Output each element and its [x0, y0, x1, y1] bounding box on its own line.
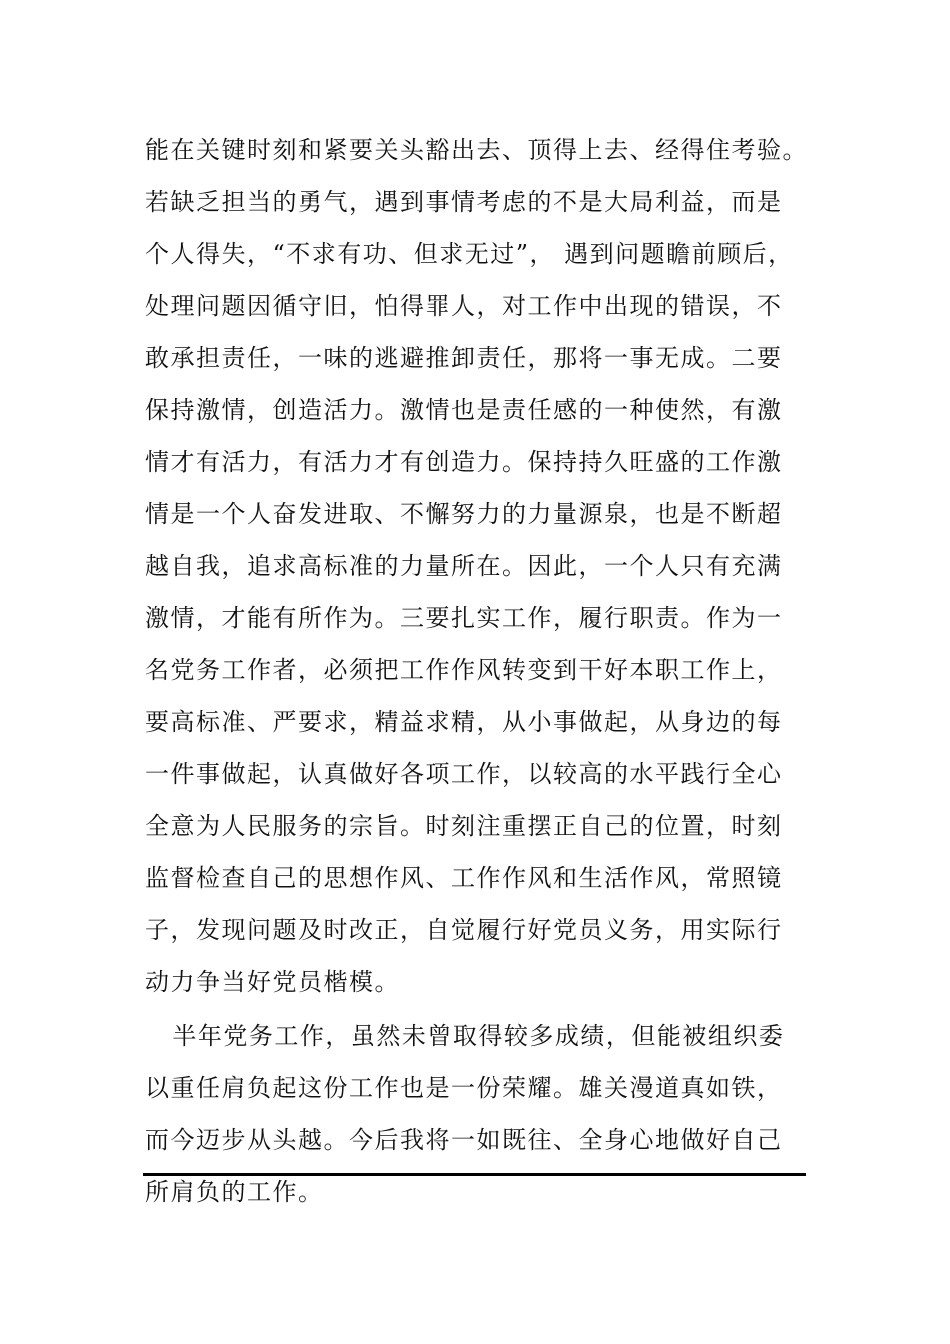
- text-line: 全意为人民服务的宗旨。时刻注重摆正自己的位置，时刻: [145, 812, 783, 840]
- text-line: 越自我，追求高标准的力量所在。因此，一个人只有充满: [145, 552, 783, 580]
- text-line: 半年党务工作，虽然未曾取得较多成绩，但能被组织委: [145, 1022, 785, 1050]
- text-line: 要高标准、严要求，精益求精，从小事做起，从身边的每: [145, 708, 783, 736]
- text-line: 名党务工作者，必须把工作作风转变到干好本职工作上，: [145, 656, 783, 684]
- text-line: 以重任肩负起这份工作也是一份荣耀。雄关漫道真如铁，: [145, 1074, 783, 1102]
- text-line: 激情，才能有所作为。三要扎实工作，履行职责。作为一: [145, 604, 783, 632]
- text-line: 动力争当好党员楷模。: [145, 968, 400, 996]
- text-line: 一件事做起，认真做好各项工作，以较高的水平践行全心: [145, 760, 783, 788]
- text-line: 能在关键时刻和紧要关头豁出去、顶得上去、经得住考验。: [145, 136, 808, 164]
- text-line: 监督检查自己的思想作风、工作作风和生活作风，常照镜: [145, 864, 783, 892]
- paragraph-1: [145, 124, 825, 1008]
- paragraph-2: [145, 1010, 825, 1218]
- horizontal-rule: [143, 1173, 806, 1176]
- text-line: 情才有活力，有活力才有创造力。保持持久旺盛的工作激: [145, 448, 783, 476]
- text-line: 个人得失，“不求有功、但求无过”， 遇到问题瞻前顾后，: [145, 240, 794, 268]
- text-line: 保持激情，创造活力。激情也是责任感的一种使然，有激: [145, 396, 783, 424]
- document-body: [145, 124, 825, 1218]
- text-line: 子，发现问题及时改正，自觉履行好党员义务，用实际行: [145, 916, 783, 944]
- text-line: 敢承担责任，一味的逃避推卸责任，那将一事无成。二要: [145, 344, 783, 372]
- text-line: 若缺乏担当的勇气，遇到事情考虑的不是大局利益，而是: [145, 188, 783, 216]
- text-line: 处理问题因循守旧，怕得罪人，对工作中出现的错误，不: [145, 292, 783, 320]
- text-line: 所肩负的工作。: [145, 1178, 324, 1206]
- text-line: 而今迈步从头越。今后我将一如既往、全身心地做好自己: [145, 1126, 783, 1154]
- text-line: 情是一个人奋发进取、不懈努力的力量源泉，也是不断超: [145, 500, 783, 528]
